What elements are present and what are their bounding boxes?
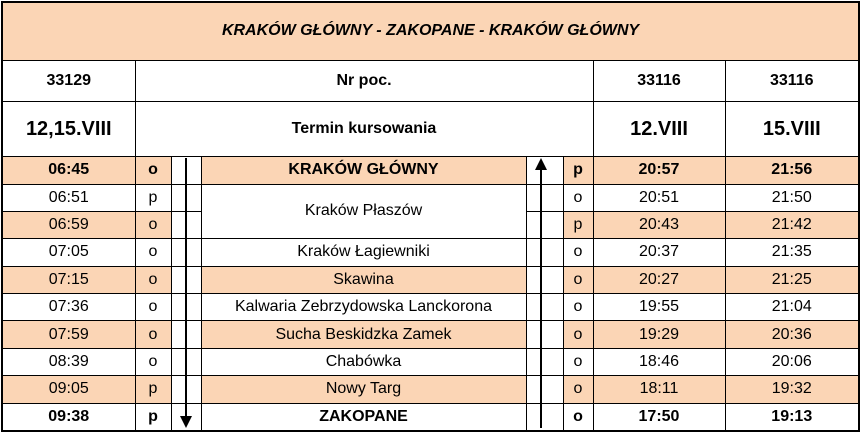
stop-type-left: o bbox=[135, 211, 171, 238]
arrow-column-left bbox=[171, 294, 201, 321]
page-title: KRAKÓW GŁÓWNY - ZAKOPANE - KRAKÓW GŁÓWNY bbox=[2, 2, 859, 60]
stop-type-right: o bbox=[563, 266, 593, 293]
arrow-column-right bbox=[526, 294, 563, 321]
arrow-column-right bbox=[526, 321, 563, 348]
departure-time: 08:39 bbox=[2, 348, 135, 375]
return-time-1: 18:46 bbox=[593, 348, 725, 375]
arrow-column-right bbox=[526, 266, 563, 293]
timetable-row bbox=[2, 157, 859, 184]
arrow-column-right bbox=[526, 211, 563, 238]
arrow-column-right bbox=[526, 403, 563, 431]
arrow-column-right bbox=[526, 157, 563, 184]
departure-time: 06:51 bbox=[2, 184, 135, 211]
return-time-2: 19:13 bbox=[725, 403, 859, 431]
train-number-right-2: 33116 bbox=[725, 60, 859, 102]
station-name: Kraków Łagiewniki bbox=[201, 239, 526, 266]
stop-type-left: p bbox=[135, 376, 171, 403]
return-time-1: 20:43 bbox=[593, 211, 725, 238]
stop-type-right: o bbox=[563, 294, 593, 321]
arrow-column-right bbox=[526, 376, 563, 403]
stop-type-right: p bbox=[563, 157, 593, 184]
train-number-left: 33129 bbox=[2, 60, 135, 102]
return-time-2: 21:04 bbox=[725, 294, 859, 321]
return-time-2: 21:42 bbox=[725, 211, 859, 238]
stop-type-left: o bbox=[135, 348, 171, 375]
train-number-right-1: 33116 bbox=[593, 60, 725, 102]
station-name: Chabówka bbox=[201, 348, 526, 375]
run-dates-label: Termin kursowania bbox=[135, 102, 593, 157]
return-time-1: 17:50 bbox=[593, 403, 725, 431]
return-time-2: 21:35 bbox=[725, 239, 859, 266]
timetable-row bbox=[2, 321, 859, 348]
arrow-column-right bbox=[526, 239, 563, 266]
stop-type-right: o bbox=[563, 348, 593, 375]
arrow-column-left bbox=[171, 266, 201, 293]
stop-type-left: o bbox=[135, 321, 171, 348]
arrow-column-left bbox=[171, 321, 201, 348]
arrow-column-left bbox=[171, 403, 201, 431]
stop-type-left: o bbox=[135, 239, 171, 266]
return-time-2: 20:06 bbox=[725, 348, 859, 375]
return-time-1: 20:27 bbox=[593, 266, 725, 293]
departure-time: 07:05 bbox=[2, 239, 135, 266]
arrow-column-left bbox=[171, 211, 201, 238]
stop-type-right: p bbox=[563, 211, 593, 238]
stop-type-right: o bbox=[563, 403, 593, 431]
train-number-label: Nr poc. bbox=[135, 60, 593, 102]
stop-type-right: o bbox=[563, 321, 593, 348]
station-name: Nowy Targ bbox=[201, 376, 526, 403]
stop-type-right: o bbox=[563, 184, 593, 211]
stop-type-right: o bbox=[563, 239, 593, 266]
timetable-row bbox=[2, 376, 859, 403]
return-time-2: 19:32 bbox=[725, 376, 859, 403]
station-name: Kraków Płaszów bbox=[201, 184, 526, 239]
departure-time: 06:45 bbox=[2, 157, 135, 184]
return-time-2: 21:25 bbox=[725, 266, 859, 293]
return-time-2: 21:56 bbox=[725, 157, 859, 184]
return-time-1: 19:55 bbox=[593, 294, 725, 321]
station-name: Skawina bbox=[201, 266, 526, 293]
arrow-column-left bbox=[171, 184, 201, 211]
station-name: Sucha Beskidzka Zamek bbox=[201, 321, 526, 348]
stop-type-left: p bbox=[135, 403, 171, 431]
return-time-2: 20:36 bbox=[725, 321, 859, 348]
arrow-column-right bbox=[526, 348, 563, 375]
timetable-row bbox=[2, 266, 859, 293]
arrow-column-right bbox=[526, 184, 563, 211]
departure-time: 07:15 bbox=[2, 266, 135, 293]
return-time-1: 20:57 bbox=[593, 157, 725, 184]
stop-type-left: p bbox=[135, 184, 171, 211]
timetable-row bbox=[2, 294, 859, 321]
departure-time: 06:59 bbox=[2, 211, 135, 238]
run-dates-right-2: 15.VIII bbox=[725, 102, 859, 157]
station-name: ZAKOPANE bbox=[201, 403, 526, 431]
arrow-column-left bbox=[171, 348, 201, 375]
stop-type-left: o bbox=[135, 157, 171, 184]
run-dates-left: 12,15.VIII bbox=[2, 102, 135, 157]
timetable-row bbox=[2, 348, 859, 375]
departure-time: 09:05 bbox=[2, 376, 135, 403]
return-time-1: 19:29 bbox=[593, 321, 725, 348]
arrow-column-left bbox=[171, 376, 201, 403]
timetable-row bbox=[2, 239, 859, 266]
departure-time: 07:59 bbox=[2, 321, 135, 348]
return-time-1: 18:11 bbox=[593, 376, 725, 403]
timetable-row bbox=[2, 403, 859, 431]
departure-time: 09:38 bbox=[2, 403, 135, 431]
station-name: KRAKÓW GŁÓWNY bbox=[201, 157, 526, 184]
arrow-column-left bbox=[171, 239, 201, 266]
run-dates-right-1: 12.VIII bbox=[593, 102, 725, 157]
arrow-column-left bbox=[171, 157, 201, 184]
return-time-2: 21:50 bbox=[725, 184, 859, 211]
departure-time: 07:36 bbox=[2, 294, 135, 321]
stop-type-left: o bbox=[135, 294, 171, 321]
stop-type-left: o bbox=[135, 266, 171, 293]
timetable bbox=[1, 1, 860, 432]
stop-type-right: o bbox=[563, 376, 593, 403]
return-time-1: 20:51 bbox=[593, 184, 725, 211]
return-time-1: 20:37 bbox=[593, 239, 725, 266]
timetable-row bbox=[2, 184, 859, 211]
station-name: Kalwaria Zebrzydowska Lanckorona bbox=[201, 294, 526, 321]
